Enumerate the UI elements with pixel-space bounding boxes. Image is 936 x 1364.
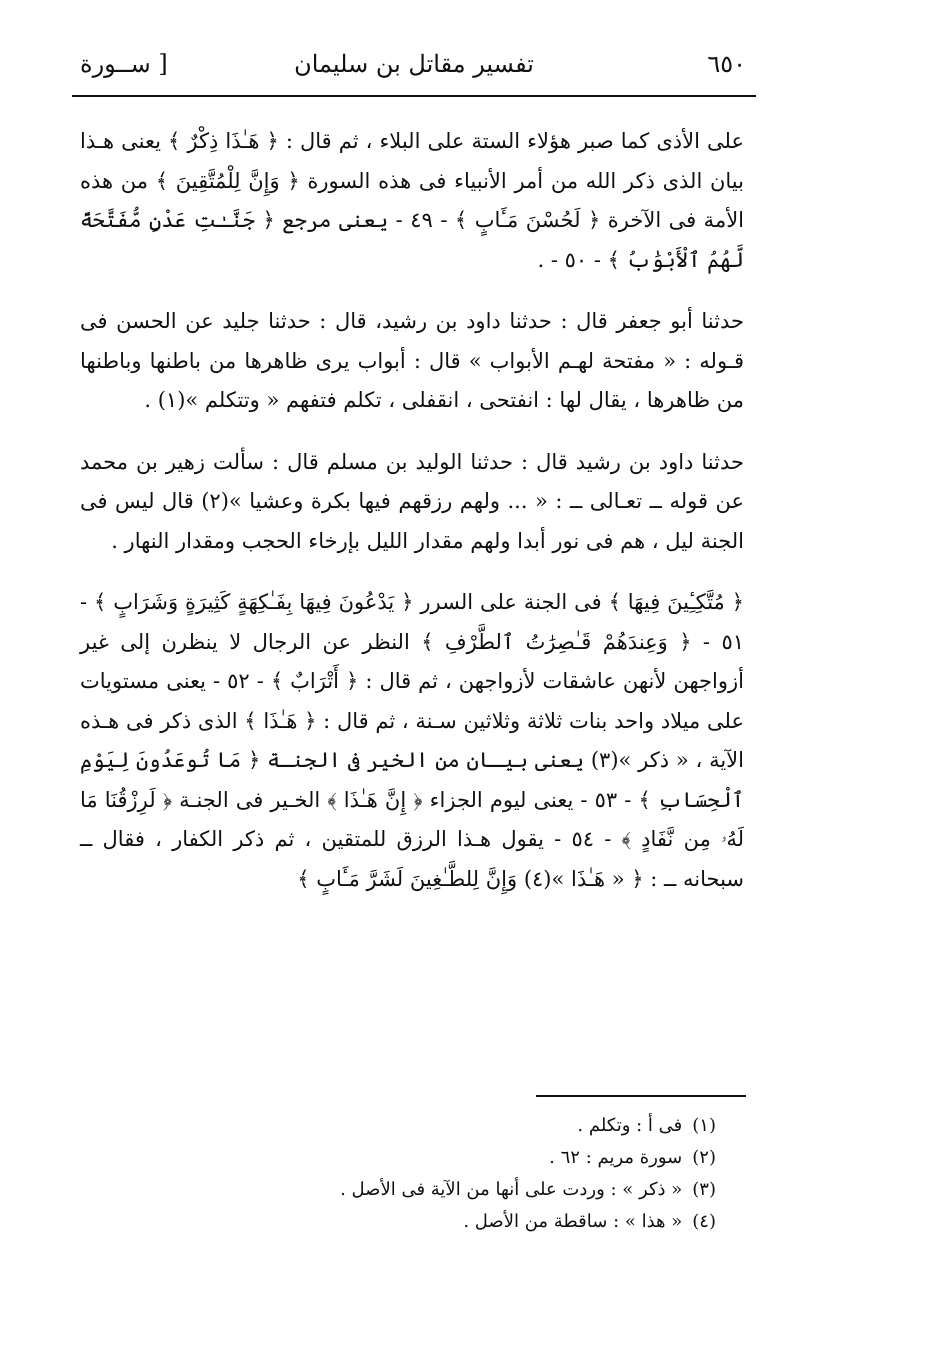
footnote-marker: (١) xyxy=(692,1115,716,1136)
footnote-marker: (٤) xyxy=(692,1211,716,1232)
paragraph: حدثنا أبو جعفر قال : حدثنا داود بن رشيد، قال : حدثنا جليد عن الحسن فى قـوله : « مفتحة لهـم الأبواب » قال : أبواب يرى ظاهرها من باطنها وباطنها من ظاهرها ، يقال لها : انفتحى ، انقفلى ، تكلم فتفهم « وتتكلم »(١) . xyxy=(80,309,744,412)
footnote xyxy=(160,1110,716,1142)
running-title: تفسير مقاتل بن سليمان xyxy=(294,50,534,78)
header-divider xyxy=(72,95,756,97)
paragraph: ﴿ مُتَّكِـِٔينَ فِيهَا ﴾ فى الجنة على السرر ﴿ يَدْعُونَ فِيهَا بِفَـٰكِهَةٍ كَثِيرَةٍ وَشَرَابٍ ﴾ - ٥١ - ﴿ وَعِندَهُمْ قَـٰصِرَٰتُ ٱلطَّرْفِ ﴾ النظر عن الرجال لا ينظرن إلى غير أزواجهن لأنهن عاشقات لأزواجهن ، ثم قال : ﴿ أَتْرَابٌ ﴾ - ٥٢ - يعنى مستويات على ميلاد واحد بنات ثلاثة وثلاثين سـنة ، ثم قال : ﴿ هَـٰذَا ﴾ الذى ذكر فى هـذه الآية ، « ذكر »(٣) يعنى بيـان من الخير فى الجنـة ﴿ مَا تُوعَدُونَ لِيَوْمِ ٱلْحِسَابِ ﴾ - ٥٣ - يعنى ليوم الجزاء ﴿ إِنَّ هَـٰذَا ﴾ الخـير فى الجنـة ﴿ لَرِزْقُنَا مَا لَهُۥ مِن نَّفَادٍ ﴾ - ٥٤ - يقول هـذا الرزق للمتقين ، ثم ذكر الكفار ، فقال ــ سبحانه ــ : ﴿ « هَـٰذَا »(٤) وَإِنَّ لِلطَّـٰغِينَ لَشَرَّ مَـَٔابٍ ﴾ xyxy=(80,590,744,891)
footnote-text: سورة مريم : ٦٢ . xyxy=(549,1147,683,1168)
paragraph: حدثنا داود بن رشيد قال : حدثنا الوليد بن مسلم قال : سألت زهير بن محمد عن قوله ــ تعـالى ــ : « ... ولهم رزقهم فيها بكرة وعشيا »(٢) قال ليس فى الجنة ليل ، هم فى نور أبدا ولهم مقدار الليل بإرخاء الحجب ومقدار النهار . xyxy=(80,449,744,553)
footnote-text: فى أ : وتكلم . xyxy=(577,1115,683,1136)
footnote xyxy=(160,1142,716,1174)
footnote-marker: (٣) xyxy=(692,1179,716,1200)
sura-label: [ ســورة xyxy=(80,50,168,78)
page-header xyxy=(72,46,756,96)
footnote-divider xyxy=(536,1095,746,1097)
footnote-text: « هذا » : ساقطة من الأصل . xyxy=(463,1211,683,1232)
footnote xyxy=(160,1206,716,1238)
footnote-text: « ذكر » : وردت على أنها من الآية فى الأصل . xyxy=(340,1179,683,1200)
footnote-marker: (٢) xyxy=(692,1147,716,1168)
main-text xyxy=(80,122,744,921)
paragraph: على الأذى كما صبر هؤلاء الستة على البلاء ، ثم قال : ﴿ هَـٰذَا ذِكْرٌ ﴾ يعنى هـذا بيان الذى ذكر الله من أمر الأنبياء فى هذه السورة ﴿ وَإِنَّ لِلْمُتَّقِينَ ﴾ من هذه الأمة فى الآخرة ﴿ لَحُسْنَ مَـَٔابٍ ﴾ - ٤٩ - يعنى مرجع ﴿ جَنَّـٰتِ عَدْنٍ مُّفَتَّحَةً لَّهُمُ ٱلْأَبْوَٰبُ ﴾ - ٥٠ - . xyxy=(80,129,745,272)
page-number: ٦٥٠ xyxy=(707,50,746,78)
footnotes xyxy=(160,1110,716,1238)
footnote xyxy=(160,1174,716,1206)
